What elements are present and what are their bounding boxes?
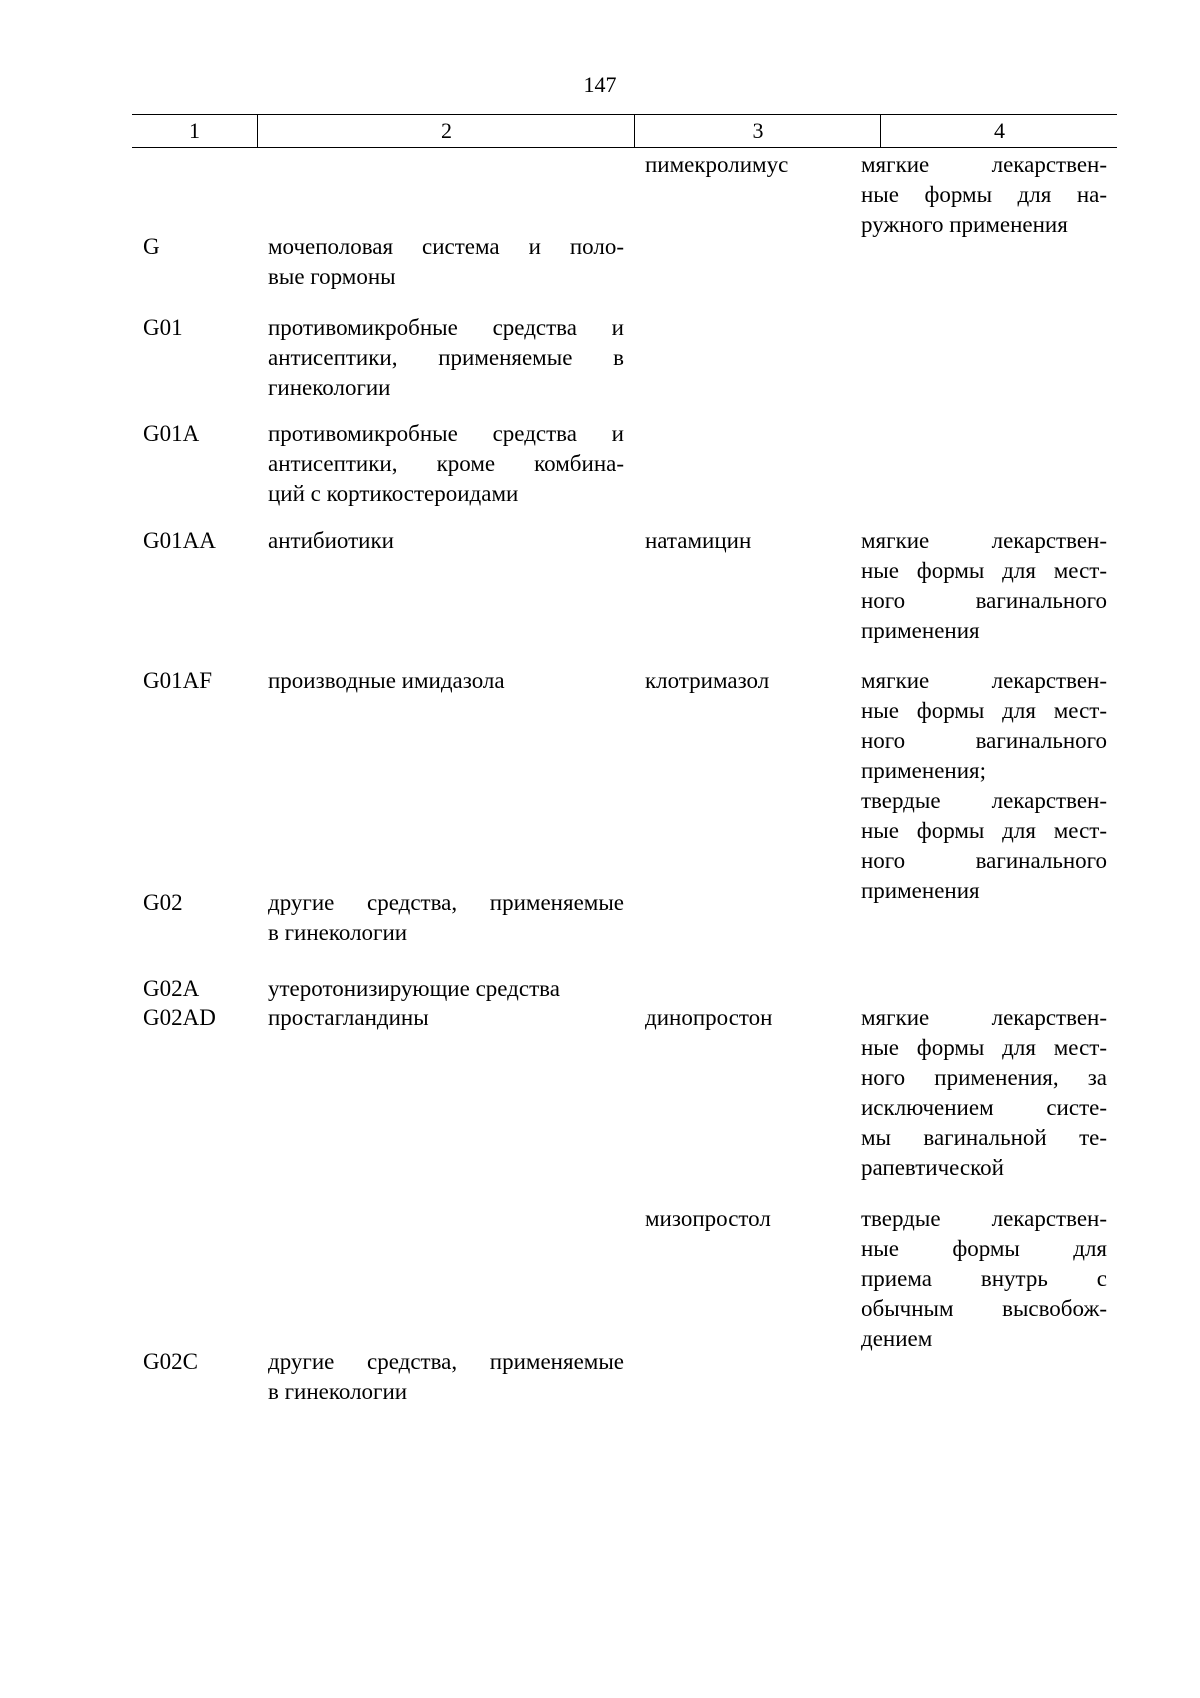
group-name: [268, 888, 624, 948]
column-header-4: 4: [880, 115, 1118, 147]
dosage-form-line: твердые лекарствен-: [861, 1206, 1107, 1231]
atc-code: G01AA: [143, 528, 216, 553]
dosage-form-line: ные формы для мест-: [861, 558, 1107, 583]
drug-name: натамицин: [645, 528, 752, 553]
dosage-form-line: дением: [861, 1326, 933, 1351]
drug-name: мизопростол: [645, 1206, 771, 1231]
column-header-1: 1: [189, 118, 200, 143]
group-name-line: утеротонизирующие средства: [268, 976, 560, 1001]
drug-name: пимекролимус: [645, 152, 789, 177]
dosage-form-line: ные формы для на-: [861, 182, 1107, 207]
dosage-form-line: ружного применения: [861, 212, 1068, 237]
group-name: [268, 526, 624, 556]
dosage-form-line: ного вагинального: [861, 848, 1107, 873]
dosage-form: [861, 666, 1107, 906]
atc-code: G01A: [143, 421, 200, 446]
group-name-line: другие средства, применяемые: [268, 890, 624, 915]
dosage-form-line: применения: [861, 878, 980, 903]
group-name-line: в гинекологии: [268, 1379, 408, 1404]
group-name: [268, 313, 624, 403]
atc-code: G02AD: [143, 1005, 216, 1030]
dosage-form-line: твердые лекарствен-: [861, 788, 1107, 813]
dosage-form-line: ного применения, за: [861, 1065, 1107, 1090]
drug-name: клотримазол: [645, 668, 770, 693]
group-name-line: производные имидазола: [268, 668, 505, 693]
dosage-form-line: мягкие лекарствен-: [861, 1005, 1107, 1030]
column-header-2: 2: [257, 115, 635, 147]
dosage-form-line: ного вагинального: [861, 588, 1107, 613]
group-name-line: противомикробные средства и: [268, 421, 624, 446]
dosage-form-line: мягкие лекарствен-: [861, 528, 1107, 553]
dosage-form-line: мягкие лекарствен-: [861, 668, 1107, 693]
dosage-form-line: ные формы для мест-: [861, 818, 1107, 843]
dosage-form-line: применения: [861, 618, 980, 643]
page-number: 147: [583, 72, 617, 97]
column-header-3: 3: [634, 115, 881, 147]
group-name-line: мочеполовая система и поло-: [268, 234, 624, 259]
group-name-line: антисептики, применяемые в: [268, 345, 624, 370]
atc-code: G02A: [143, 976, 200, 1001]
atc-code: G01: [143, 315, 183, 340]
dosage-form-line: рапевтической: [861, 1155, 1004, 1180]
table-header: [132, 114, 1117, 148]
dosage-form-line: применения;: [861, 758, 986, 783]
dosage-form-line: приема внутрь с: [861, 1266, 1107, 1291]
group-name: [268, 666, 624, 696]
dosage-form: [861, 1003, 1107, 1183]
group-name-line: ций с кортикостероидами: [268, 481, 519, 506]
dosage-form-line: ные формы для: [861, 1236, 1107, 1261]
group-name: [268, 1003, 624, 1033]
atc-code: G: [143, 234, 160, 259]
dosage-form-line: ные формы для мест-: [861, 698, 1107, 723]
atc-code: G02C: [143, 1349, 198, 1374]
drug-name: динопростон: [645, 1005, 773, 1030]
dosage-form: [861, 1204, 1107, 1354]
group-name: [268, 1347, 624, 1407]
dosage-form-line: ные формы для мест-: [861, 1035, 1107, 1060]
group-name-line: вые гормоны: [268, 264, 396, 289]
dosage-form-line: мы вагинальной те-: [861, 1125, 1107, 1150]
group-name-line: антибиотики: [268, 528, 394, 553]
atc-code: G01AF: [143, 668, 213, 693]
group-name-line: простагландины: [268, 1005, 429, 1030]
group-name: [268, 974, 624, 1004]
group-name-line: гинекологии: [268, 375, 391, 400]
atc-code: G02: [143, 890, 183, 915]
dosage-form-line: мягкие лекарствен-: [861, 152, 1107, 177]
dosage-form-line: ного вагинального: [861, 728, 1107, 753]
dosage-form-line: исключением систе-: [861, 1095, 1107, 1120]
group-name-line: в гинекологии: [268, 920, 408, 945]
dosage-form: [861, 526, 1107, 646]
dosage-form-line: обычным высвобож-: [861, 1296, 1107, 1321]
group-name: [268, 419, 624, 509]
group-name: [268, 232, 624, 292]
dosage-form: [861, 150, 1107, 240]
group-name-line: антисептики, кроме комбина-: [268, 451, 624, 476]
group-name-line: другие средства, применяемые: [268, 1349, 624, 1374]
group-name-line: противомикробные средства и: [268, 315, 624, 340]
